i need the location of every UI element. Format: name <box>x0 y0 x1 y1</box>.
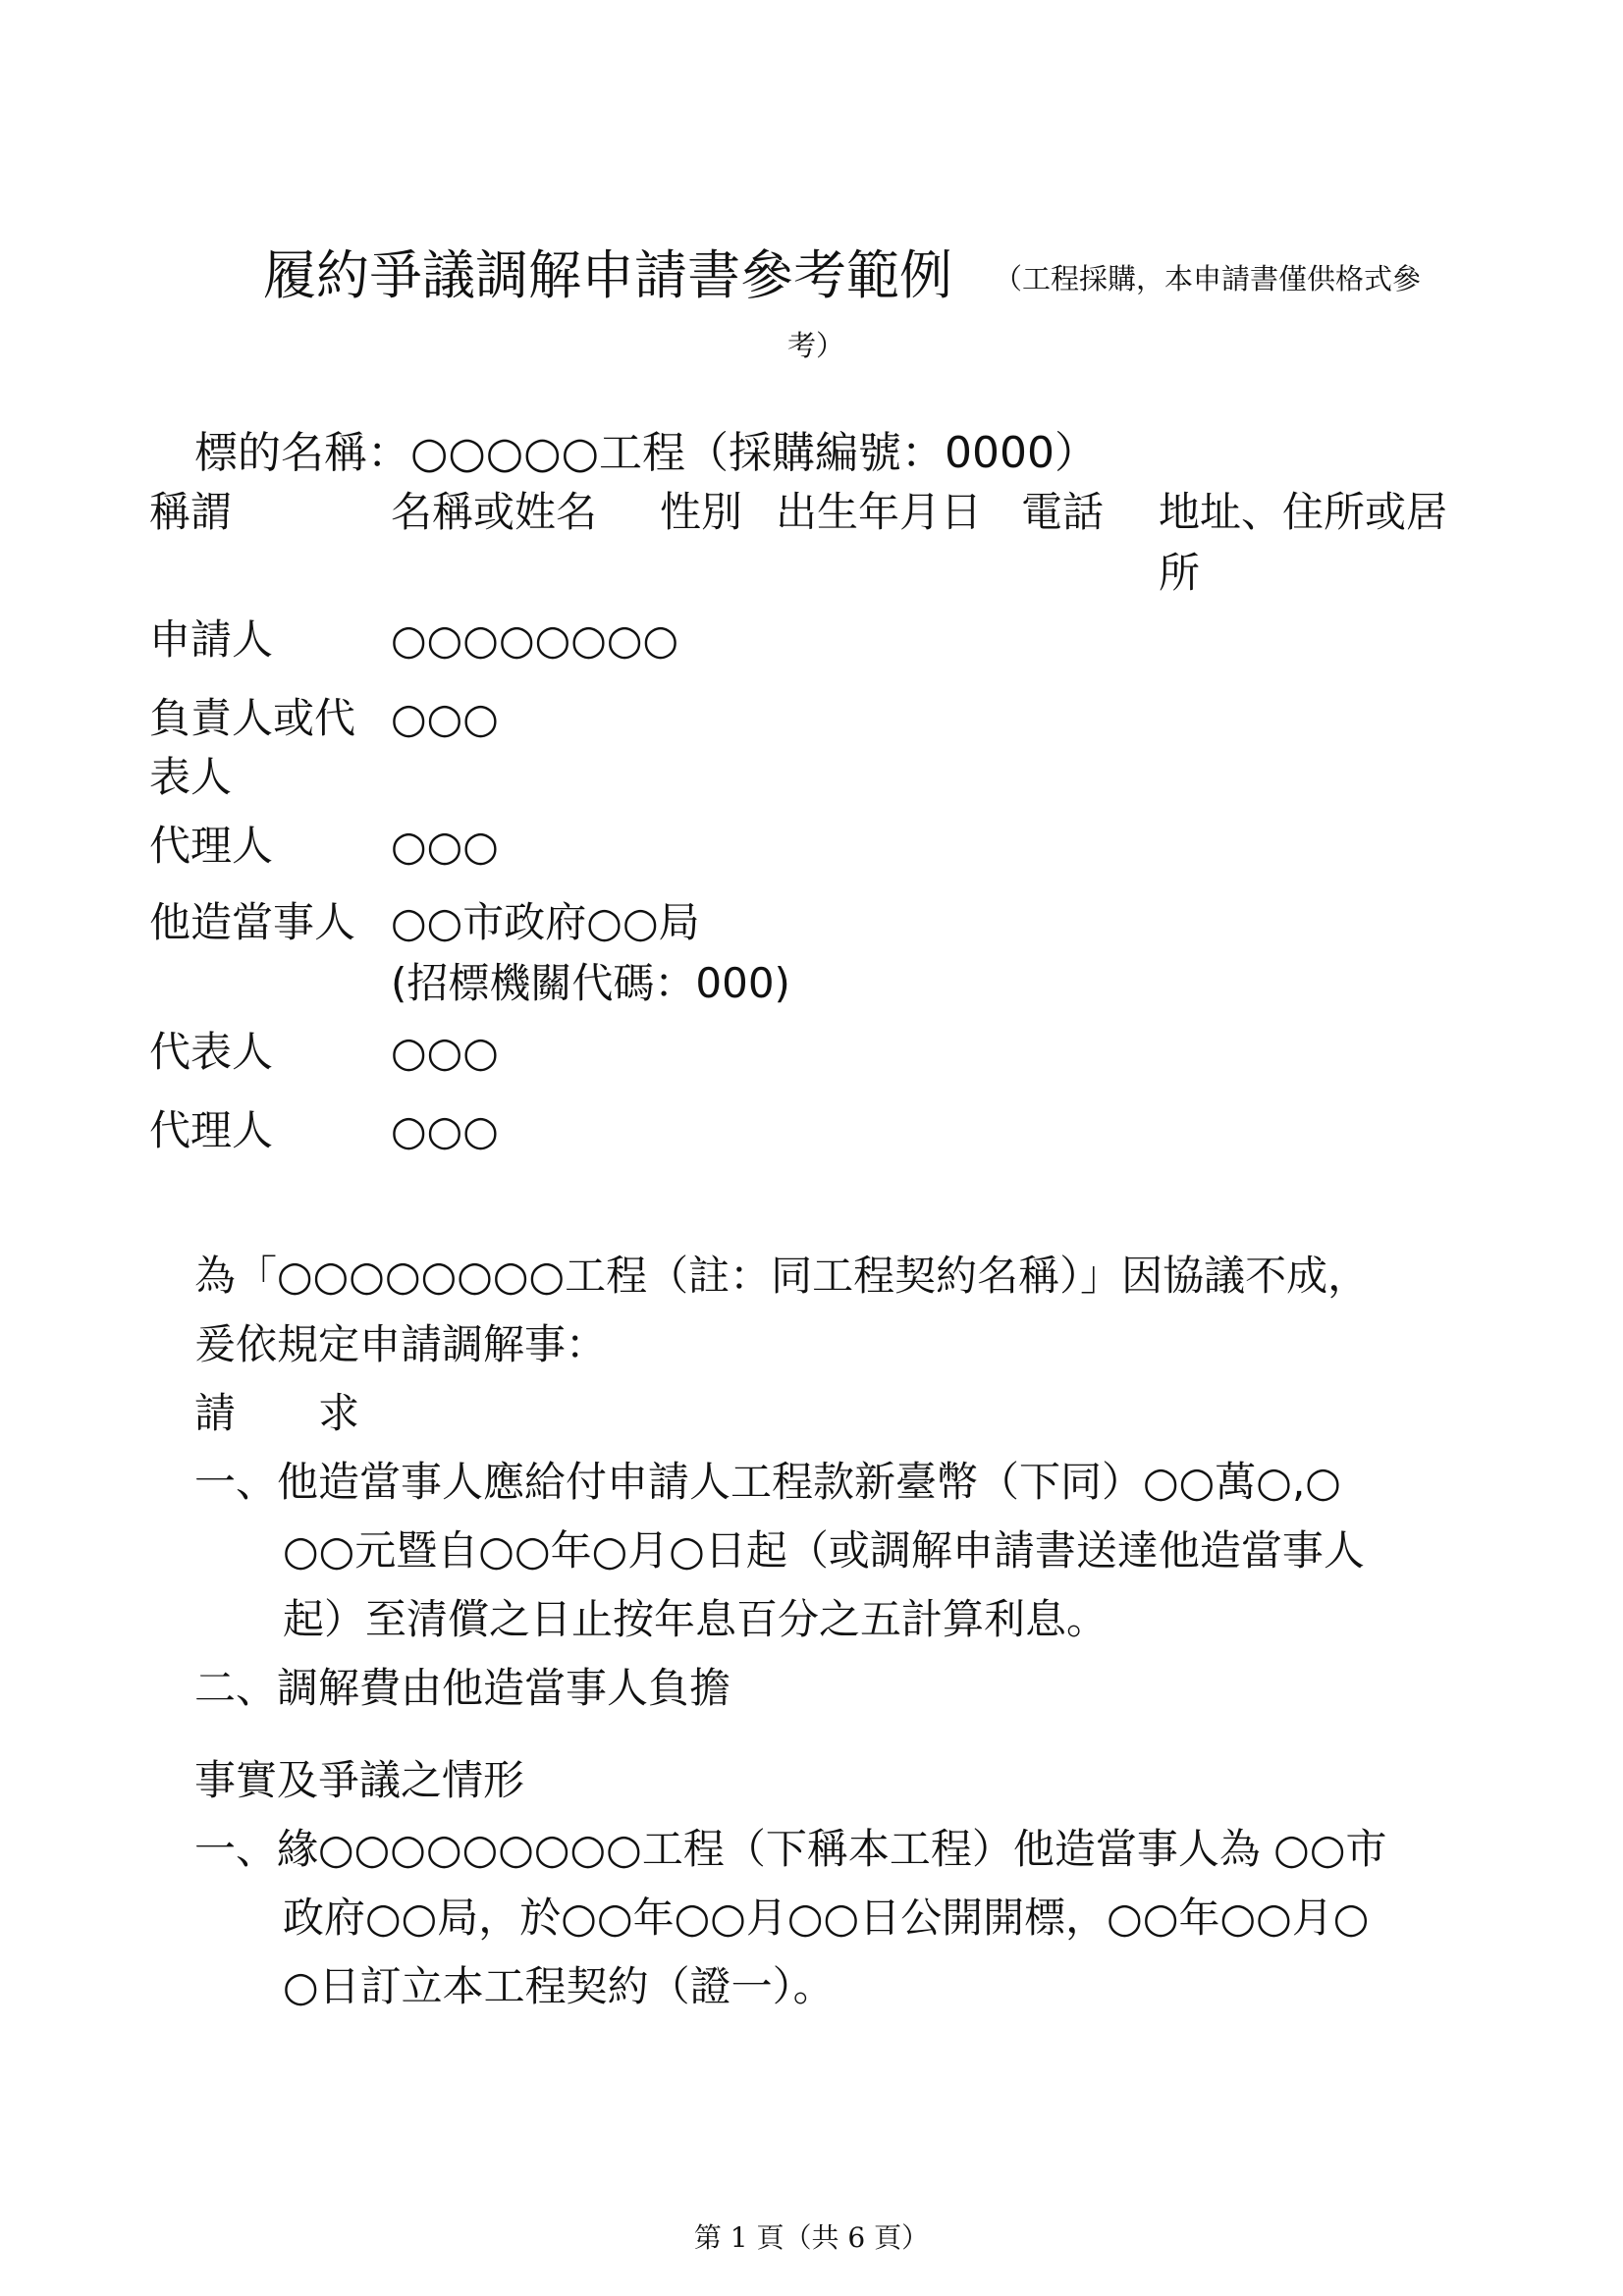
request-item2: 二、調解費由他造當事人負擔 <box>194 1664 731 1712</box>
party-role: 代表人 <box>149 1028 274 1076</box>
header-name: 名稱或姓名 <box>391 488 598 536</box>
intro-line2: 爰依規定申請調解事： <box>194 1320 608 1368</box>
party-name: ○○市政府○○局 <box>391 898 700 946</box>
document-title: 履約爭議調解申請書參考範例 <box>263 244 952 306</box>
facts-item1-line2: 政府○○局，於○○年○○月○○日公開開標，○○年○○月○ <box>283 1894 1370 1942</box>
party-name: ○○○ <box>391 1028 499 1076</box>
title-note-line2: 考） <box>787 329 845 362</box>
title-note-line1: （工程採購，本申請書僅供格式參 <box>994 262 1422 295</box>
party-name: ○○○ <box>391 1106 499 1154</box>
request-item1-line1: 一、他造當事人應給付申請人工程款新臺幣（下同）○○萬○,○ <box>194 1458 1341 1506</box>
party-role: 代理人 <box>149 822 274 870</box>
facts-item1-line3: ○日訂立本工程契約（證一）。 <box>283 1962 835 2010</box>
party-name: ○○○ <box>391 694 499 742</box>
header-birthdate: 出生年月日 <box>776 488 983 536</box>
subject-line: 標的名稱：○○○○○工程（採購編號：0000） <box>194 428 1098 478</box>
party-role: 代理人 <box>149 1106 274 1154</box>
header-phone: 電話 <box>1021 488 1105 536</box>
header-address-cont: 所 <box>1159 549 1201 597</box>
party-agency-code: (招標機關代碼：000) <box>391 959 790 1007</box>
facts-item1-line1: 一、緣○○○○○○○○○工程（下稱本工程）他造當事人為 ○○市 <box>194 1825 1387 1873</box>
party-role-cont: 表人 <box>149 753 233 801</box>
intro-line1: 為「○○○○○○○○工程（註：同工程契約名稱）」因協議不成， <box>194 1252 1370 1300</box>
party-name: ○○○○○○○○ <box>391 615 679 664</box>
request-heading: 請 求 <box>194 1389 360 1437</box>
header-address: 地址、住所或居 <box>1159 488 1448 536</box>
page-number: 第 1 頁（共 6 頁） <box>693 2221 930 2254</box>
header-title: 稱謂 <box>149 488 233 536</box>
request-item1-line2: ○○元暨自○○年○月○日起（或調解申請書送達他造當事人 <box>283 1526 1365 1575</box>
facts-heading: 事實及爭議之情形 <box>194 1756 525 1804</box>
header-gender: 性別 <box>660 488 743 536</box>
request-item1-line3: 起）至清償之日止按年息百分之五計算利息。 <box>283 1595 1109 1643</box>
party-role: 申請人 <box>149 615 274 664</box>
party-role: 負責人或代 <box>149 694 356 742</box>
party-role: 他造當事人 <box>149 898 356 946</box>
party-name: ○○○ <box>391 822 499 870</box>
